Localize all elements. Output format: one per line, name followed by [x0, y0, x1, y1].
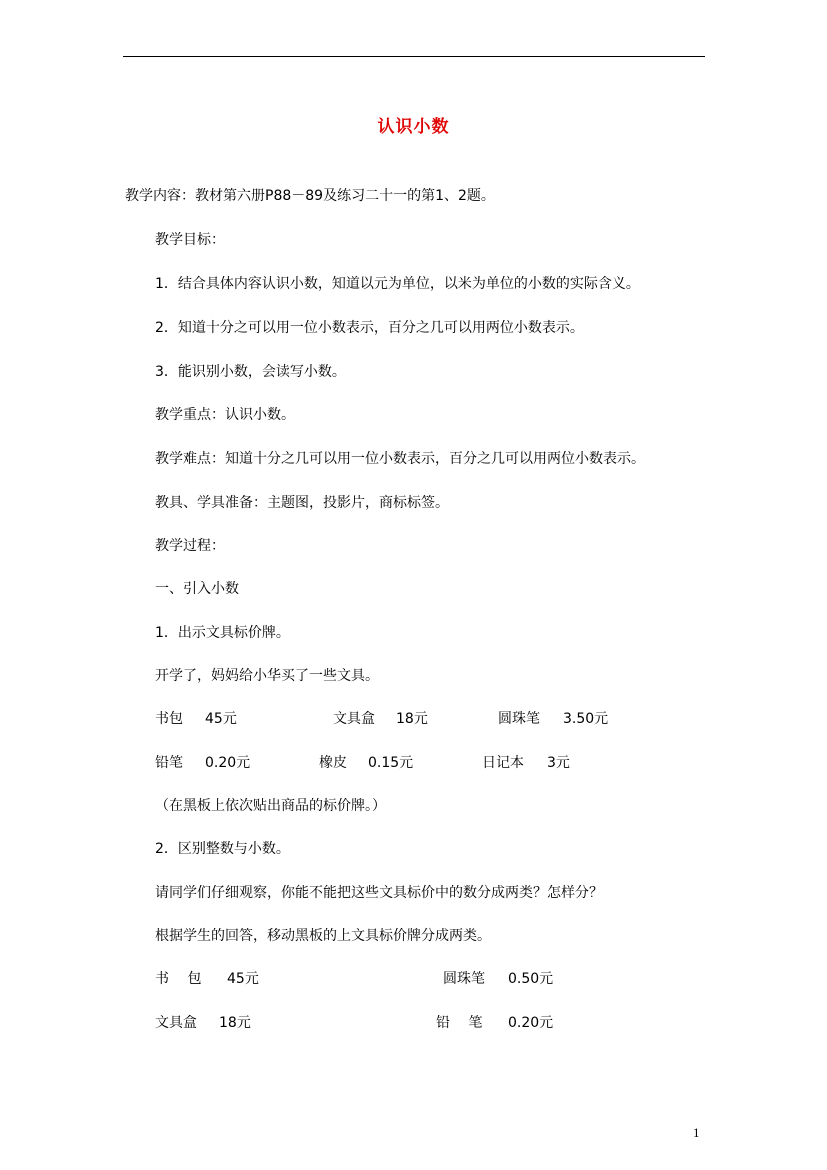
objective-1: 1．结合具体内容认识小数，知道以元为单位，以米为单位的小数的实际含义。: [155, 276, 640, 292]
item-price: 0.20元: [205, 755, 251, 771]
item-name: 书 包: [155, 971, 202, 987]
objectives-heading: 教学目标：: [155, 232, 225, 248]
step-1: 1．出示文具标价牌。: [155, 625, 290, 641]
process-heading: 教学过程：: [155, 538, 225, 554]
item-name: 圆珠笔: [443, 971, 485, 987]
item-price: 18元: [219, 1015, 251, 1031]
item-price: 3.50元: [563, 711, 609, 727]
item-name: 文具盒: [155, 1015, 197, 1031]
section-1-heading: 一、引入小数: [155, 581, 239, 597]
page-number: 1: [693, 1125, 700, 1140]
item-price: 18元: [396, 711, 428, 727]
item-name: 橡皮: [319, 755, 347, 771]
materials: 教具、学具准备：主题图，投影片，商标标签。: [155, 495, 449, 511]
header-rule: [123, 56, 705, 57]
key-point: 教学重点：认识小数。: [155, 407, 295, 423]
item-price: 45元: [205, 711, 237, 727]
intro-sentence: 开学了，妈妈给小华买了一些文具。: [155, 668, 379, 684]
question: 请同学们仔细观察，你能不能把这些文具标价中的数分成两类？怎样分？: [155, 885, 603, 901]
item-price: 0.50元: [508, 971, 554, 987]
item-name: 圆珠笔: [498, 711, 540, 727]
item-name: 文具盒: [333, 711, 375, 727]
item-name: 铅 笔: [436, 1015, 483, 1031]
item-name: 书包: [155, 711, 183, 727]
objective-2: 2．知道十分之可以用一位小数表示，百分之几可以用两位小数表示。: [155, 320, 584, 336]
step-2: 2．区别整数与小数。: [155, 841, 290, 857]
blackboard-note: （在黑板上依次贴出商品的标价牌。）: [155, 798, 386, 814]
item-name: 铅笔: [155, 755, 183, 771]
item-price: 45元: [227, 971, 259, 987]
document-title: 认识小数: [377, 117, 450, 137]
item-price: 0.20元: [508, 1015, 554, 1031]
item-price: 0.15元: [368, 755, 414, 771]
answer-intro: 根据学生的回答，移动黑板的上文具标价牌分成两类。: [155, 928, 491, 944]
objective-3: 3．能识别小数，会读写小数。: [155, 364, 346, 380]
item-name: 日记本: [482, 755, 524, 771]
difficulty: 教学难点：知道十分之几可以用一位小数表示，百分之几可以用两位小数表示。: [155, 451, 645, 467]
teaching-content: 教学内容：教材第六册P88－89及练习二十一的第1、2题。: [125, 188, 495, 204]
item-price: 3元: [547, 755, 570, 771]
